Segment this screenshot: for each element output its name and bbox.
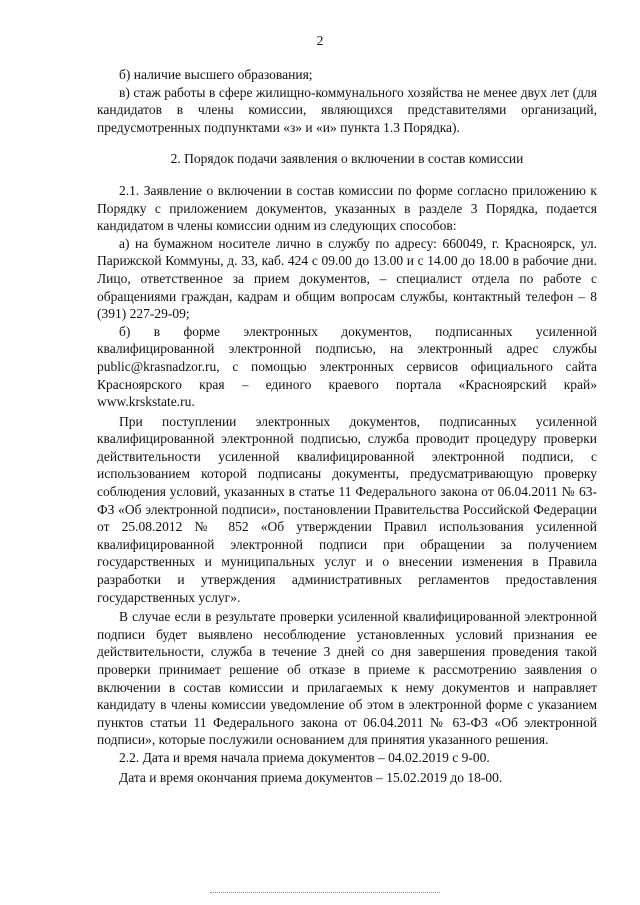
paragraph-2-2-end: Дата и время окончания приема документов – 15.02.2019 до 18-00.	[119, 769, 503, 785]
item-v-experience: в) стаж работы в сфере жилищно-коммунального хозяйства не менее двух лет (для кандидатов в члены комиссии, являющихся представителями организаций, предусмотренных подпунктами «з» и «и» пункта 1.3 Порядка).	[97, 84, 597, 135]
paragraph-2-1: 2.1. Заявление о включении в состав комиссии по форме согласно приложению к Порядку с приложением документов, указанных в разделе 3 Порядка, подается кандидатом в члены комиссии одним из следующих способов:	[97, 182, 597, 234]
page-number: 2	[316, 33, 324, 48]
bottom-scan-rule	[210, 892, 440, 893]
item-b-electronic-submission: б) в форме электронных документов, подписанных усиленной квалифицированной электронной подписью, на электронный адрес службы public@krasnadzor.ru, с помощью электронных сервисов официального сайта Красноярского края – единого краевого портала «Красноярский край» www.krskstate.ru.	[97, 323, 597, 410]
item-a-paper-submission: а) на бумажном носителе лично в службу по адресу: 660049, г. Красноярск, ул. Парижской Коммуны, д. 33, каб. 424 с 09.00 до 13.00 и с 14.00 до 18.00 в рабочие дни. Лицо, ответственное за прием документов, – специалист отдела по работе с обращениями граждан, кадрам и общим вопросам службы, контактный телефон – 8 (391) 227-29-09;	[97, 235, 597, 322]
document-body	[97, 66, 597, 786]
paragraph-refusal: В случае если в результате проверки усиленной квалифицированной электронной подписи будет выявлено несоблюдение установленных условий признания ее действительности, служба в течение 3 дней со дня завершения проведения такой проверки принимает решение об отказе в приеме к рассмотрению заявления о включении в состав комиссии и прилагаемых к нему документов и направляет кандидату в члены комиссии уведомление об этом в электронной форме с указанием пунктов статьи 11 Федерального закона от 06.04.2011 № 63-ФЗ «Об электронной подписи», которые послужили основанием для принятия указанного решения.	[97, 609, 597, 748]
paragraph-2-2-start: 2.2. Дата и время начала приема документов – 04.02.2019 с 9-00.	[119, 749, 490, 765]
item-b-education: б) наличие высшего образования;	[119, 67, 313, 82]
section-heading: 2. Порядок подачи заявления о включении в состав комиссии	[170, 151, 524, 167]
paragraph-signature-verification: При поступлении электронных документов, подписанных усиленной квалифицированной электронной подписью, служба проводит процедуру проверки действительности усиленной квалифицированной электронной подписи, с использованием которой подписаны документы, предусматривающую проверку соблюдения условий, указанных в статье 11 Федерального закона от 06.04.2011 № 63-ФЗ «Об электронной подписи», постановлении Правительства Российской Федерации от 25.08.2012 № 852 «Об утверждении Правил использования усиленной квалифицированной электронной подписи при обращении за получением государственных и муниципальных услуг и о внесении изменения в Правила разработки и утверждения административных регламентов предоставления государственных услуг».	[97, 413, 597, 605]
